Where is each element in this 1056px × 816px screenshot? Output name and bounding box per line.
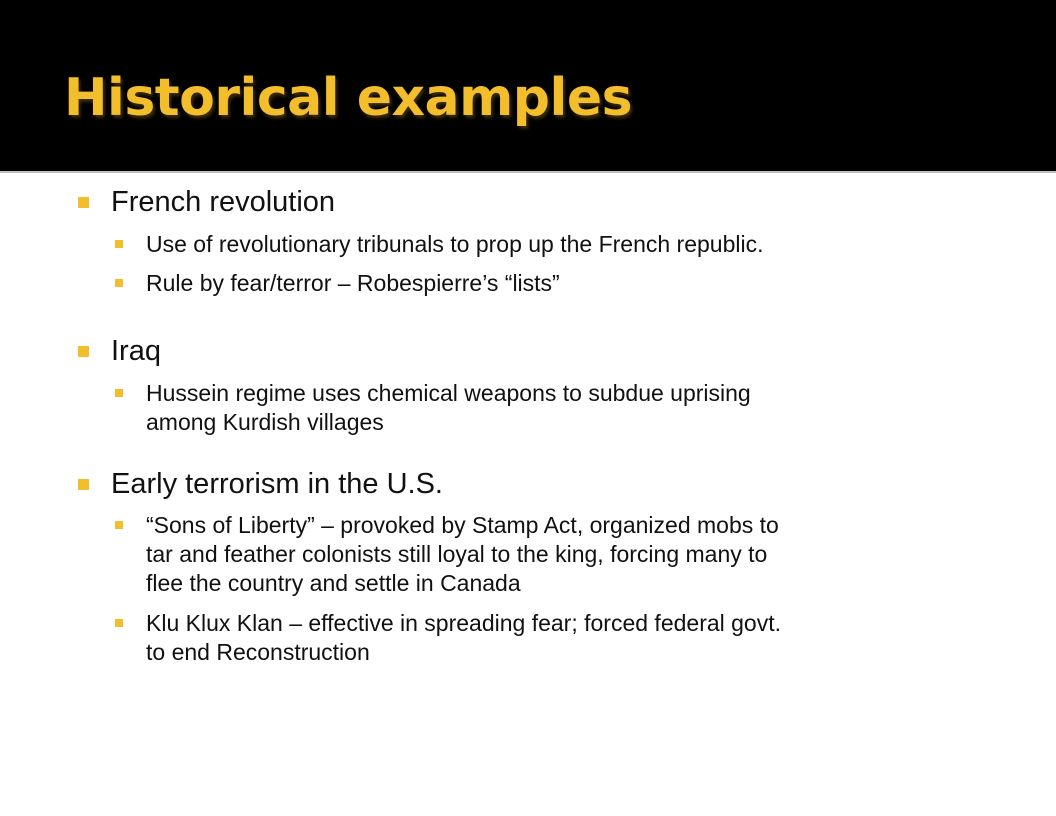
bullet-square-icon <box>115 389 123 397</box>
list-item-continuation: to end Reconstruction <box>146 639 370 665</box>
bullet-square-icon <box>78 479 89 490</box>
list-item: Use of revolutionary tribunals to prop up the French republic. <box>146 231 764 257</box>
section-heading-early-terrorism: Early terrorism in the U.S. <box>111 468 443 500</box>
slide-title: Historical examples <box>64 68 633 128</box>
bullet-square-icon <box>115 240 123 248</box>
list-item: “Sons of Liberty” – provoked by Stamp Act, organized mobs to <box>146 512 779 538</box>
list-item-continuation: tar and feather colonists still loyal to the king, forcing many to <box>146 541 768 567</box>
section-heading-iraq: Iraq <box>111 335 161 367</box>
list-item: Rule by fear/terror – Robespierre’s “lists” <box>146 270 560 296</box>
bullet-square-icon <box>115 279 123 287</box>
list-item: Hussein regime uses chemical weapons to subdue uprising <box>146 380 751 406</box>
list-item: Klu Klux Klan – effective in spreading fear; forced federal govt. <box>146 610 782 636</box>
bullet-square-icon <box>78 346 89 357</box>
bullet-square-icon <box>115 619 123 627</box>
list-item-continuation: among Kurdish villages <box>146 409 384 435</box>
section-heading-french-revolution: French revolution <box>111 186 336 218</box>
bullet-square-icon <box>115 521 123 529</box>
list-item-continuation: flee the country and settle in Canada <box>146 570 521 596</box>
bullet-square-icon <box>78 197 89 208</box>
